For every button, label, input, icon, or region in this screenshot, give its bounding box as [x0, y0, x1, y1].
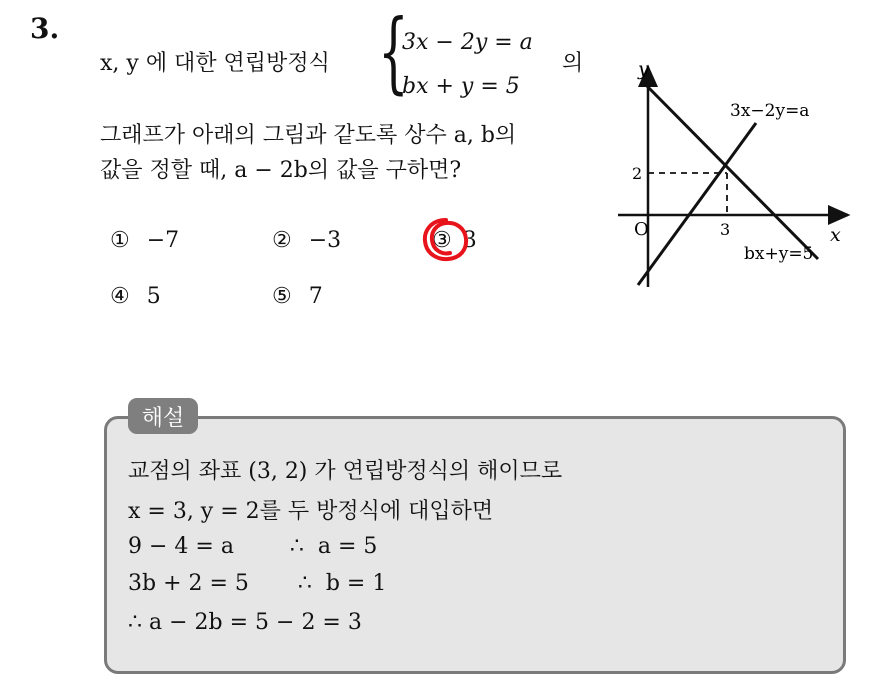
choice-value: 7	[308, 284, 323, 309]
choice-2[interactable]	[272, 228, 341, 253]
choice-mark: ④	[110, 284, 130, 309]
problem-stem-line2: 그래프가 아래의 그림과 같도록 상수 a, b의	[100, 123, 517, 148]
problem-stem-line3: 값을 정할 때, a − 2b의 값을 구하면?	[100, 158, 462, 183]
x-axis-label: x	[830, 224, 841, 246]
choice-5[interactable]	[272, 284, 323, 309]
choice-4[interactable]	[110, 284, 161, 309]
system-equation-2: bx + y = 5	[402, 74, 520, 99]
solution-line-1: 교점의 좌표 (3, 2) 가 연립방정식의 해이므로	[128, 459, 563, 484]
choice-value: −3	[308, 228, 342, 253]
choice-mark: ③	[432, 228, 452, 253]
solution-line-4: 3b + 2 = 5 ∴ b = 1	[128, 571, 387, 596]
solution-line-3: 9 − 4 = a ∴ a = 5	[128, 534, 378, 559]
line-3x-2y-a	[638, 123, 756, 285]
choice-value: −7	[146, 228, 180, 253]
question-number: 3.	[30, 12, 60, 45]
x-tick-label: 3	[720, 220, 731, 239]
line2-label: bx+y=5	[744, 244, 814, 264]
origin-label: O	[634, 219, 649, 240]
problem-stem-suffix: 의	[562, 51, 584, 76]
graph-figure	[608, 55, 858, 295]
system-equation-1: 3x − 2y = a	[402, 30, 533, 55]
problem-stem-line1: x, y 에 대한 연립방정식	[100, 51, 330, 76]
choice-value: 5	[146, 284, 161, 309]
choice-1[interactable]	[110, 228, 179, 253]
choice-mark: ⑤	[272, 284, 292, 309]
line1-label: 3x−2y=a	[730, 101, 810, 121]
y-axis-label: y	[638, 58, 649, 80]
system-brace: {	[378, 0, 409, 103]
choice-mark: ②	[272, 228, 292, 253]
y-tick-label: 2	[632, 164, 643, 183]
solution-line-2: x = 3, y = 2를 두 방정식에 대입하면	[128, 499, 494, 524]
answer-mark-circle	[418, 214, 474, 266]
choice-mark: ①	[110, 228, 130, 253]
choice-value: 3	[462, 228, 477, 253]
solution-line-5: ∴ a − 2b = 5 − 2 = 3	[128, 610, 362, 635]
solution-tag: 해설	[128, 398, 198, 434]
